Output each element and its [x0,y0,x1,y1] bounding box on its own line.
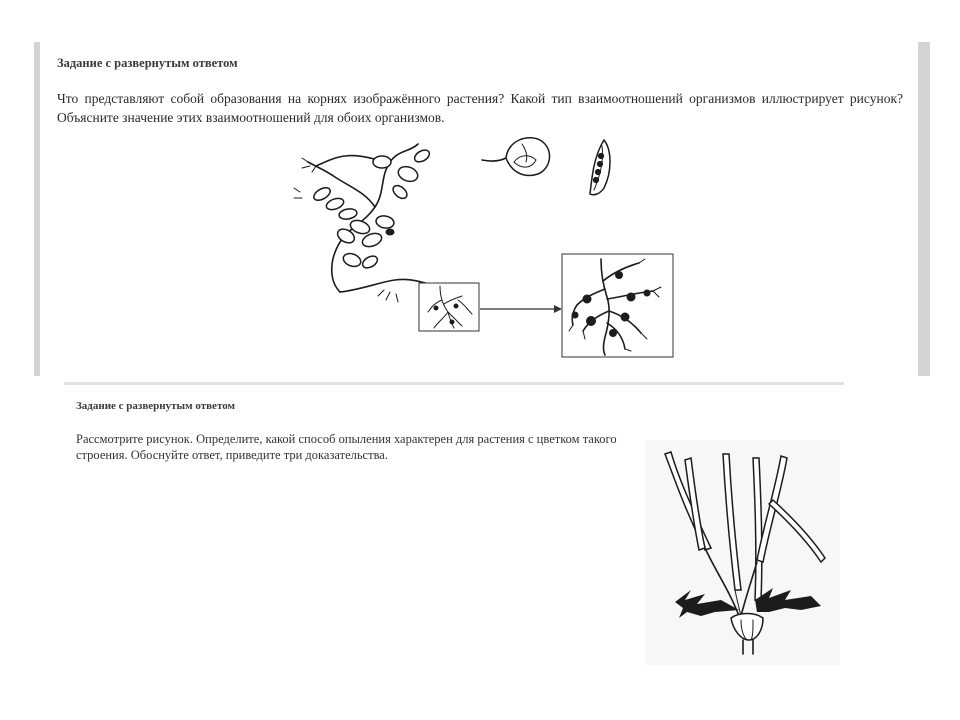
section-divider [64,382,844,385]
grass-flower-illustration [645,440,840,665]
task1-question: Что представляют собой образования на корнях изображённого растения? Какой тип взаимоотношений организмов иллюстрирует рисунок? Объясните значение этих взаимоотношений для обоих организмов. [57,91,903,125]
small-root-box [418,282,480,332]
pea-flower-illustration [478,132,558,182]
panel-right-bar [918,42,930,376]
zoom-arrow [480,302,562,316]
root-nodules-zoom-illustration [561,253,674,358]
panel-left-bar [34,42,40,376]
task2-heading: Задание с развернутым ответом [76,400,235,412]
task1-heading: Задание с развернутым ответом [57,56,238,70]
pea-pod-illustration [580,136,620,201]
task2-question: Рассмотрите рисунок. Определите, какой способ опыления характерен для растения с цветком такого строения. Обоснуйте ответ, приведите три доказательства. [76,432,617,462]
